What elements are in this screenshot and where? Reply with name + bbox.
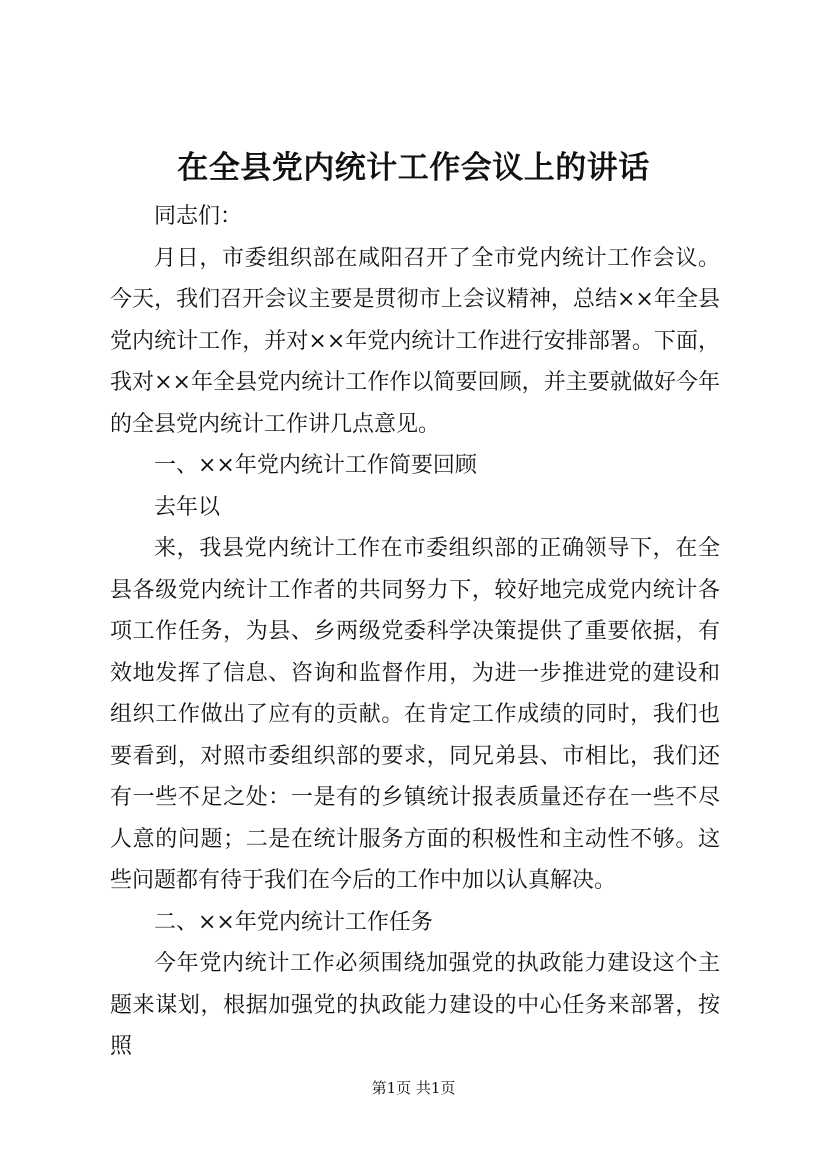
tasks-paragraph: 今年党内统计工作必须围绕加强党的执政能力建设这个主题来谋划，根据加强党的执政能力建设的中心任务来部署，按照 — [110, 951, 720, 1059]
page-footer: 第1页 共1页 — [371, 1079, 456, 1097]
section-heading-1: 一、××年党内统计工作简要回顾 — [154, 453, 477, 478]
document-title: 在全县党内统计工作会议上的讲话 — [177, 150, 650, 186]
body-paragraph: 去年以 — [154, 494, 221, 520]
section-heading-2: 二、××年党内统计工作任务 — [154, 909, 433, 935]
intro-paragraph: 月日，市委组织部在咸阳召开了全市党内统计工作会议。今天，我们召开会议主要是贯彻市上会议精神，总结××年全县党内统计工作，并对××年党内统计工作进行安排部署。下面，我对××年全县党内统计工作作以简要回顾，并主要就做好今年的全县党内统计工作讲几点意见。 — [110, 245, 720, 437]
document-body — [110, 196, 720, 1068]
review-paragraph: 来，我县党内统计工作在市委组织部的正确领导下，在全县各级党内统计工作者的共同努力下，较好地完成党内统计各项工作任务，为县、乡两级党委科学决策提供了重要依据，有效地发挥了信息、咨询和监督作用，为进一步推进党的建设和组织工作做出了应有的贡献。在肯定工作成绩的同时，我们也要看到，对照市委组织部的要求，同兄弟县、市相比，我们还有一些不足之处：一是有的乡镇统计报表质量还存在一些不尽人意的问题；二是在统计服务方面的积极性和主动性不够。这些问题都有待于我们在今后的工作中加以认真解决。 — [110, 536, 720, 893]
salutation-paragraph: 同志们： — [154, 204, 243, 229]
